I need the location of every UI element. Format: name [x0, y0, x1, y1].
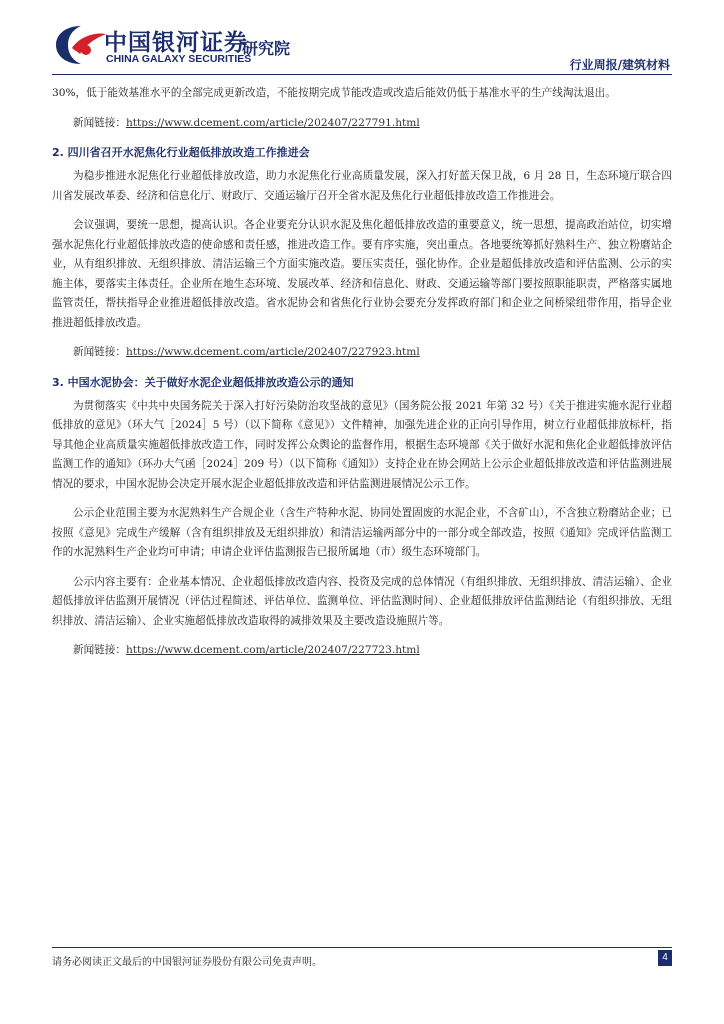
page-header	[0, 0, 724, 76]
page-number: 4	[658, 950, 672, 966]
news-link-line	[52, 343, 672, 363]
article-body	[52, 84, 672, 661]
brand-name-cn: 中国银河证券	[104, 30, 248, 56]
paragraph: 公示内容主要有：企业基本情况、企业超低排放改造内容、投资及完成的总体情况（有组织排放、无组织排放、清洁运输）、企业超低排放评估监测开展情况（评估过程简述、评估单位、监测单位、评估监测时间）、企业超低排放评估监测结论（有组织排放、无组织排放、清洁运输）、企业实施超低排放改造取得的减排效果及主要改造设施照片等。	[52, 575, 672, 627]
news-link-line	[52, 641, 672, 661]
news-link-label: 新闻链接：	[73, 346, 126, 358]
news-link[interactable]: https://www.dcement.com/article/202407/227791.html	[125, 116, 420, 129]
news-link-label: 新闻链接：	[73, 644, 126, 656]
news-link-line	[52, 114, 672, 134]
institute-label: 研究院	[242, 39, 291, 58]
news-link[interactable]: https://www.dcement.com/article/202407/227923.html	[125, 346, 420, 358]
header-divider	[52, 74, 672, 75]
paragraph-continuation: 30%，低于能效基准水平的全部完成更新改造，不能按期完成节能改造或改造后能效仍低于基准水平的生产线淘汰退出。	[52, 87, 616, 99]
report-type: 行业周报/建筑材料	[569, 58, 670, 72]
paragraph: 为贯彻落实《中共中央国务院关于深入打好污染防治攻坚战的意见》（国务院公报 2021 年第 32 号）《关于推进实施水泥行业超低排放的意见》（环大气［2024］5 号）（以下简称《意见》）文件精神，加强先进企业的正向引导作用，树立行业超低排放标杆，指导其他企业高质量实施超低排放改造工作，同时发挥公众舆论的监督作用，根据生态环境部《关于做好水泥和焦化企业超低排放评估监测工作的通知》（环办大气函［2024］209 号）（以下简称《通知》）支持企业在协会网站上公示企业超低排放改造和评估监测进展情况的要求，中国水泥协会决定开展水泥企业超低排放改造和评估监测进展情况公示工作。	[52, 399, 672, 490]
disclaimer-text: 请务必阅读正文最后的中国银河证券股份有限公司免责声明。	[52, 957, 322, 968]
galaxy-logo-icon	[52, 22, 110, 68]
section-heading-2: 2. 四川省召开水泥焦化行业超低排放改造工作推进会	[52, 146, 310, 159]
paragraph: 公示企业范围主要为水泥熟料生产合规企业（含生产特种水泥、协同处置固废的水泥企业，不含矿山），不含独立粉磨站企业；已按照《意见》完成生产缓解（含有组织排放及无组织排放）和清洁运输两部分中的一部分或全部改造，按照《通知》完成评估监测工作的水泥熟料生产企业均可申请；申请企业评估监测报告已报所属地（市）级生态环境部门。	[52, 507, 672, 558]
news-link-label: 新闻链接：	[73, 116, 126, 129]
paragraph: 为稳步推进水泥焦化行业超低排放改造，助力水泥焦化行业高质量发展，深入打好蓝天保卫战，6 月 28 日，生态环境厅联合四川省发展改革委、经济和信息化厅、财政厅、交通运输厅召开全省水泥及焦化行业超低排放改造工作推进会。	[52, 170, 672, 202]
paragraph: 会议强调，要统一思想，提高认识。各企业要充分认识水泥及焦化超低排放改造的重要意义，统一思想，提高政治站位，切实增强水泥焦化行业超低排放改造的使命感和责任感，推进改造工作。要有序实施，突出重点。各地要统筹抓好熟料生产、独立粉磨站企业，从有组织排放、无组织排放、清洁运输三个方面实施改造。要压实责任，强化协作。企业是超低排放改造和评估监测、公示的实施主体，要落实主体责任。企业所在地生态环境、发展改革、经济和信息化、财政、交通运输等部门要按照职能职责，严格落实属地监管责任，帮扶指导企业推进超低排放改造。省水泥协会和省焦化行业协会要充分发挥政府部门和企业之间桥梁纽带作用，指导企业推进超低排放改造。	[52, 219, 672, 329]
section-heading-3: 3. 中国水泥协会：关于做好水泥企业超低排放改造公示的通知	[52, 375, 354, 389]
footer-divider	[52, 947, 672, 948]
brand-name-en: CHINA GALAXY SECURITIES	[106, 53, 252, 65]
news-link[interactable]: https://www.dcement.com/article/202407/227723.html	[125, 644, 420, 656]
